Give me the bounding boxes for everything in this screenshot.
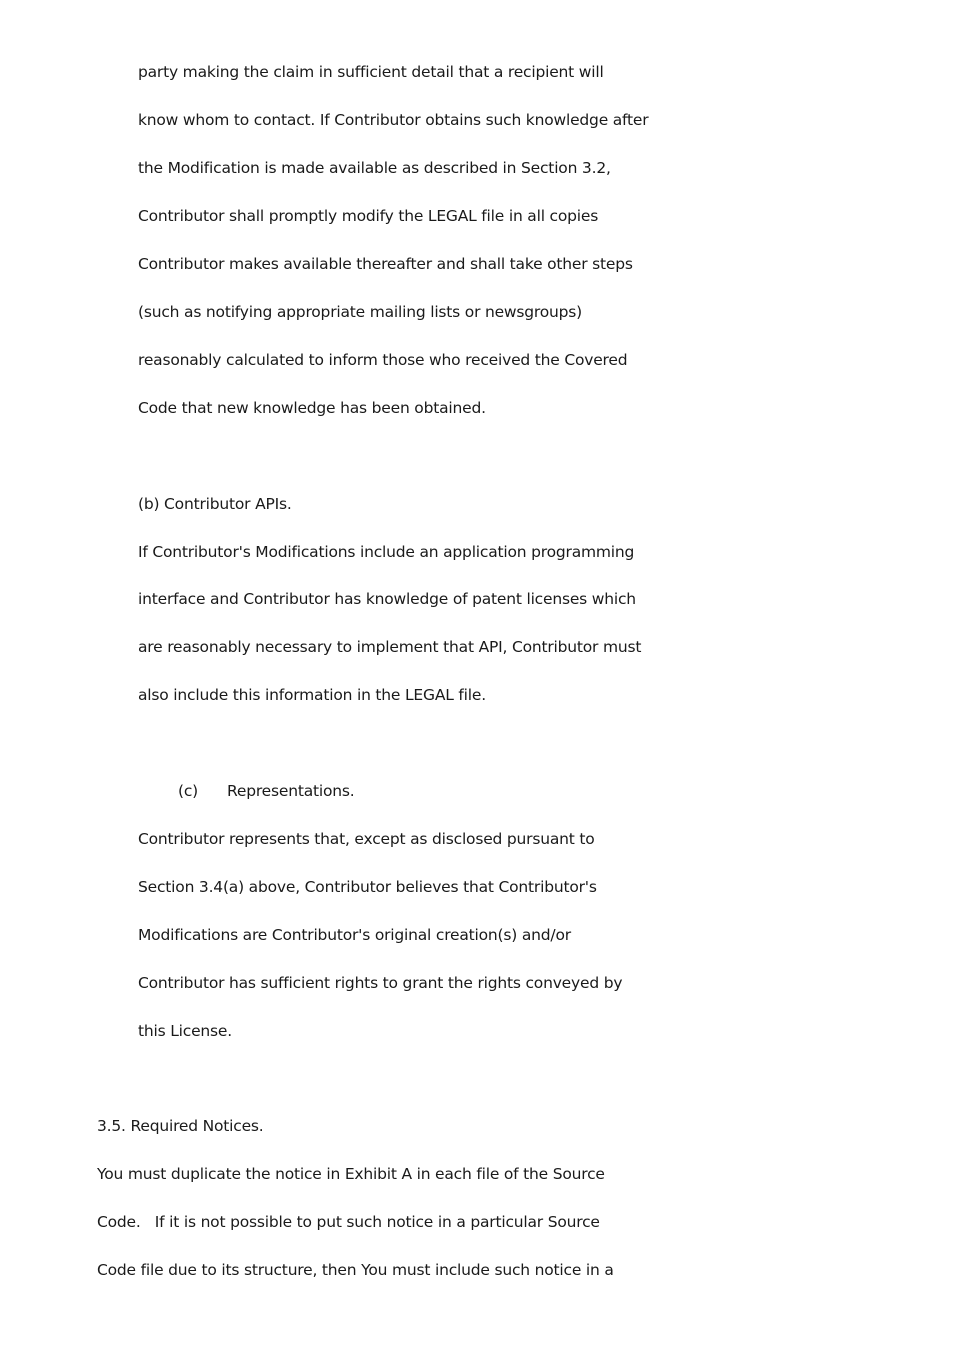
paragraph-line: interface and Contributor has knowledge of patent licenses which — [138, 590, 636, 608]
paragraph-line: Contributor represents that, except as disclosed pursuant to — [138, 830, 595, 848]
section-c-title: Representations. — [227, 782, 355, 800]
paragraph-line: Code. If it is not possible to put such notice in a particular Source — [97, 1213, 600, 1231]
paragraph-line: You must duplicate the notice in Exhibit A in each file of the Source — [97, 1165, 605, 1183]
paragraph-line: are reasonably necessary to implement that API, Contributor must — [138, 638, 642, 656]
paragraph-line: Contributor makes available thereafter and shall take other steps — [138, 255, 633, 273]
paragraph-line: party making the claim in sufficient detail that a recipient will — [138, 63, 604, 81]
paragraph-line: Modifications are Contributor's original creation(s) and/or — [138, 926, 571, 944]
paragraph-line: If Contributor's Modifications include an application programming — [138, 543, 635, 561]
section-3-5-heading: 3.5. Required Notices. — [97, 1117, 264, 1135]
paragraph-line: also include this information in the LEGAL file. — [138, 686, 486, 704]
section-b-heading: (b) Contributor APIs. — [138, 495, 292, 513]
paragraph-line: Code that new knowledge has been obtained. — [138, 399, 486, 417]
section-c-marker: (c) — [178, 782, 199, 800]
paragraph-line: the Modification is made available as described in Section 3.2, — [138, 159, 611, 177]
paragraph-line: (such as notifying appropriate mailing lists or newsgroups) — [138, 303, 583, 321]
paragraph-line: Section 3.4(a) above, Contributor believes that Contributor's — [138, 878, 597, 896]
paragraph-line: Contributor shall promptly modify the LEGAL file in all copies — [138, 207, 599, 225]
paragraph-line: Contributor has sufficient rights to grant the rights conveyed by — [138, 974, 623, 992]
paragraph-line: Code file due to its structure, then You must include such notice in a — [97, 1261, 614, 1279]
paragraph-line: know whom to contact. If Contributor obtains such knowledge after — [138, 111, 649, 129]
paragraph-line: reasonably calculated to inform those who received the Covered — [138, 351, 628, 369]
paragraph-line: this License. — [138, 1022, 232, 1040]
